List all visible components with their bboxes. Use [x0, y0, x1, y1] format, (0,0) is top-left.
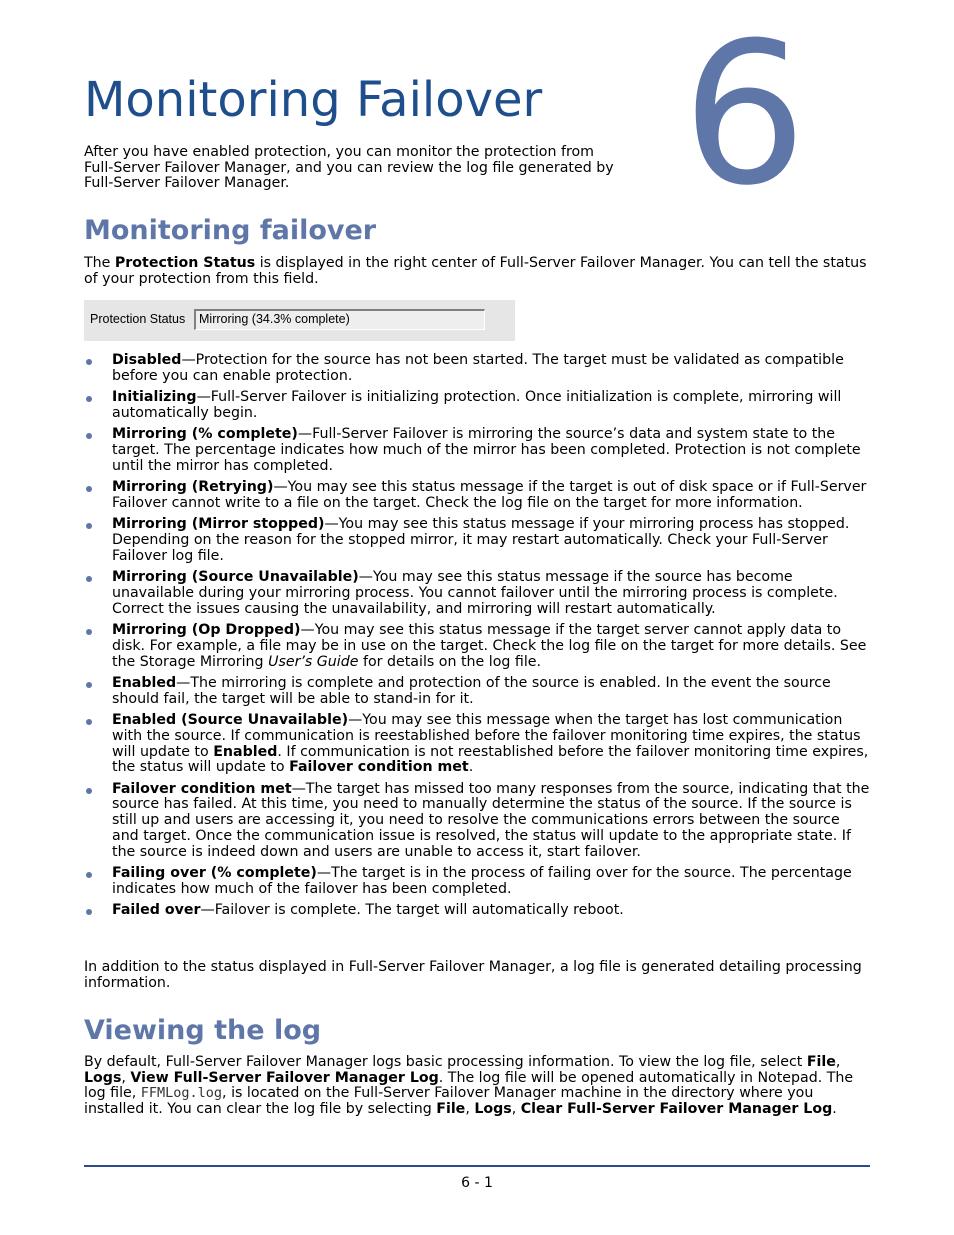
bullet-icon	[86, 576, 92, 582]
menu-clear-log: Clear Full-Server Failover Manager Log	[520, 1101, 833, 1118]
footer-rule	[84, 1165, 870, 1167]
status-description: —You may see this status message if your mirroring process has stopped. Depending on the reason for the stopped mirror, it may restart automatically. Check your Full-Server Failover log file.	[112, 516, 850, 564]
status-description: —Full-Server Failover is mirroring the source’s data and system state to the target. The percentage indicates how much of the mirror has been completed. Protection is not complete until the mirror has completed.	[112, 426, 861, 474]
bullet-icon	[86, 909, 92, 915]
status-description: —You may see this status message if the source has become unavailable during your mirroring process. You cannot failover until the mirroring process is complete. Correct the issues causing the unavailability, and mirroring will restart automatically.	[112, 569, 838, 617]
bullet-icon	[86, 396, 92, 402]
status-description: —You may see this status message if the target is out of disk space or if Full-Server Failover cannot write to a file on the target. Check the log file on the target for more information.	[112, 479, 867, 511]
bullet-icon	[86, 719, 92, 725]
list-item	[84, 623, 870, 670]
menu-logs: Logs	[84, 1069, 122, 1086]
page-number: 6 - 1	[461, 1175, 493, 1191]
bold-term: Protection Status	[114, 255, 256, 271]
menu-file: File	[806, 1054, 836, 1070]
text-run: , is located on the Full-Server Failover Manager machine in the directory where you installed it. You can clear the log file by selecting	[84, 1085, 814, 1118]
status-term: Mirroring (Mirror stopped)	[112, 516, 325, 533]
status-term: Enabled	[112, 674, 177, 691]
section-heading-viewing-log: Viewing the log	[84, 1015, 322, 1046]
list-item	[84, 713, 870, 776]
status-description: —Protection for the source has not been started. The target must be validated as compatible before you can enable protection.	[112, 352, 844, 384]
text-run: is displayed in the right center of Full-Server Failover Manager. You can tell the status of your protection from this field.	[84, 255, 867, 287]
status-term: Disabled	[112, 352, 182, 368]
status-description-end: for details on the log file.	[358, 653, 542, 670]
bold-term: Failover condition met	[289, 759, 469, 776]
page-title: Monitoring Failover	[84, 72, 543, 128]
protection-status-value: Mirroring (34.3% complete)	[199, 312, 350, 326]
menu-view-log: View Full-Server Failover Manager Log	[130, 1069, 439, 1086]
status-term: Failover condition met	[112, 780, 292, 797]
list-item	[84, 427, 870, 474]
guide-title: User’s Guide	[268, 653, 359, 670]
bullet-icon	[86, 682, 92, 688]
menu-file: File	[436, 1101, 466, 1118]
status-term: Initializing	[112, 389, 197, 406]
text-run: ,	[465, 1101, 475, 1118]
list-item	[84, 517, 870, 564]
status-term: Failed over	[112, 902, 201, 919]
status-term: Mirroring (Op Dropped)	[112, 621, 301, 638]
text-run: ,	[835, 1054, 841, 1070]
list-item	[84, 570, 870, 617]
text-run: The	[84, 255, 115, 271]
protection-status-paragraph	[84, 256, 870, 287]
status-description: —The mirroring is complete and protection of the source is enabled. In the event the source should fail, the target will be able to stand-in for it.	[112, 674, 831, 707]
status-term: Mirroring (% complete)	[112, 426, 298, 443]
text-run: .	[832, 1101, 837, 1118]
protection-status-label: Protection Status	[90, 312, 186, 326]
log-intro-paragraph: In addition to the status displayed in Full-Server Failover Manager, a log file is generated detailing processing information.	[84, 959, 862, 991]
list-item	[84, 782, 870, 861]
protection-status-field	[194, 309, 485, 330]
bullet-icon	[86, 872, 92, 878]
bullet-icon	[86, 788, 92, 794]
status-description-end: .	[468, 759, 474, 776]
status-term: Enabled (Source Unavailable)	[112, 711, 349, 728]
status-description: —Failover is complete. The target will automatically reboot.	[200, 902, 624, 919]
status-term: Failing over (% complete)	[112, 865, 317, 882]
viewing-log-paragraph	[84, 1055, 870, 1118]
bold-term: Enabled	[213, 743, 278, 760]
status-description: —The target is in the process of failing over for the source. The percentage indicates how much of the failover has been completed.	[112, 865, 852, 897]
text-run: . The log file will be opened automatically in Notepad. The log file,	[84, 1069, 854, 1102]
list-item	[84, 903, 870, 919]
chapter-number: 6	[682, 1, 807, 229]
status-description: —You may see this status message if the target server cannot apply data to disk. For example, a file may be in use on the target. Check the log file on the target for more details. See the Storage Mirroring	[112, 621, 867, 670]
status-description: —Full-Server Failover is initializing protection. Once initialization is complete, mirroring will automatically begin.	[112, 389, 842, 421]
status-description: —The target has missed too many responses from the source, indicating that the source has failed. At this time, you need to manually determine the status of the source. If the source is still up and users are accessing it, you need to resolve the communications errors between the source and target. Once the communication issue is resolved, the status will update to the appropriate state. If the source is indeed down and users are unable to access it, start failover.	[112, 780, 870, 860]
bullet-icon	[86, 359, 92, 365]
list-item	[84, 676, 870, 708]
status-list	[84, 353, 870, 925]
section-heading-monitoring: Monitoring failover	[84, 215, 377, 246]
text-run: ,	[121, 1069, 131, 1086]
list-item	[84, 390, 870, 422]
menu-logs: Logs	[474, 1101, 512, 1118]
list-item	[84, 353, 870, 385]
bullet-icon	[86, 629, 92, 635]
log-filename: FFMLog.log	[140, 1085, 223, 1102]
protection-status-screenshot	[84, 300, 515, 341]
text-run: By default, Full-Server Failover Manager logs basic processing information. To view the log file, select	[84, 1054, 807, 1070]
status-term: Mirroring (Source Unavailable)	[112, 569, 359, 586]
bullet-icon	[86, 486, 92, 492]
list-item	[84, 866, 870, 898]
list-item	[84, 480, 870, 512]
text-run: ,	[511, 1101, 521, 1118]
status-description: . If communication is not reestablished before the failover monitoring time expires, the status will update to	[112, 743, 869, 776]
status-description: —You may see this message when the target has lost communication with the source. If communication is reestablished before the failover monitoring time expires, the status will update to	[112, 711, 861, 760]
status-term: Mirroring (Retrying)	[112, 479, 274, 496]
bullet-icon	[86, 523, 92, 529]
bullet-icon	[86, 433, 92, 439]
chapter-intro: After you have enabled protection, you can monitor the protection from Full-Server Failover Manager, and you can review the log file generated by Full-Server Failover Manager.	[84, 144, 614, 192]
